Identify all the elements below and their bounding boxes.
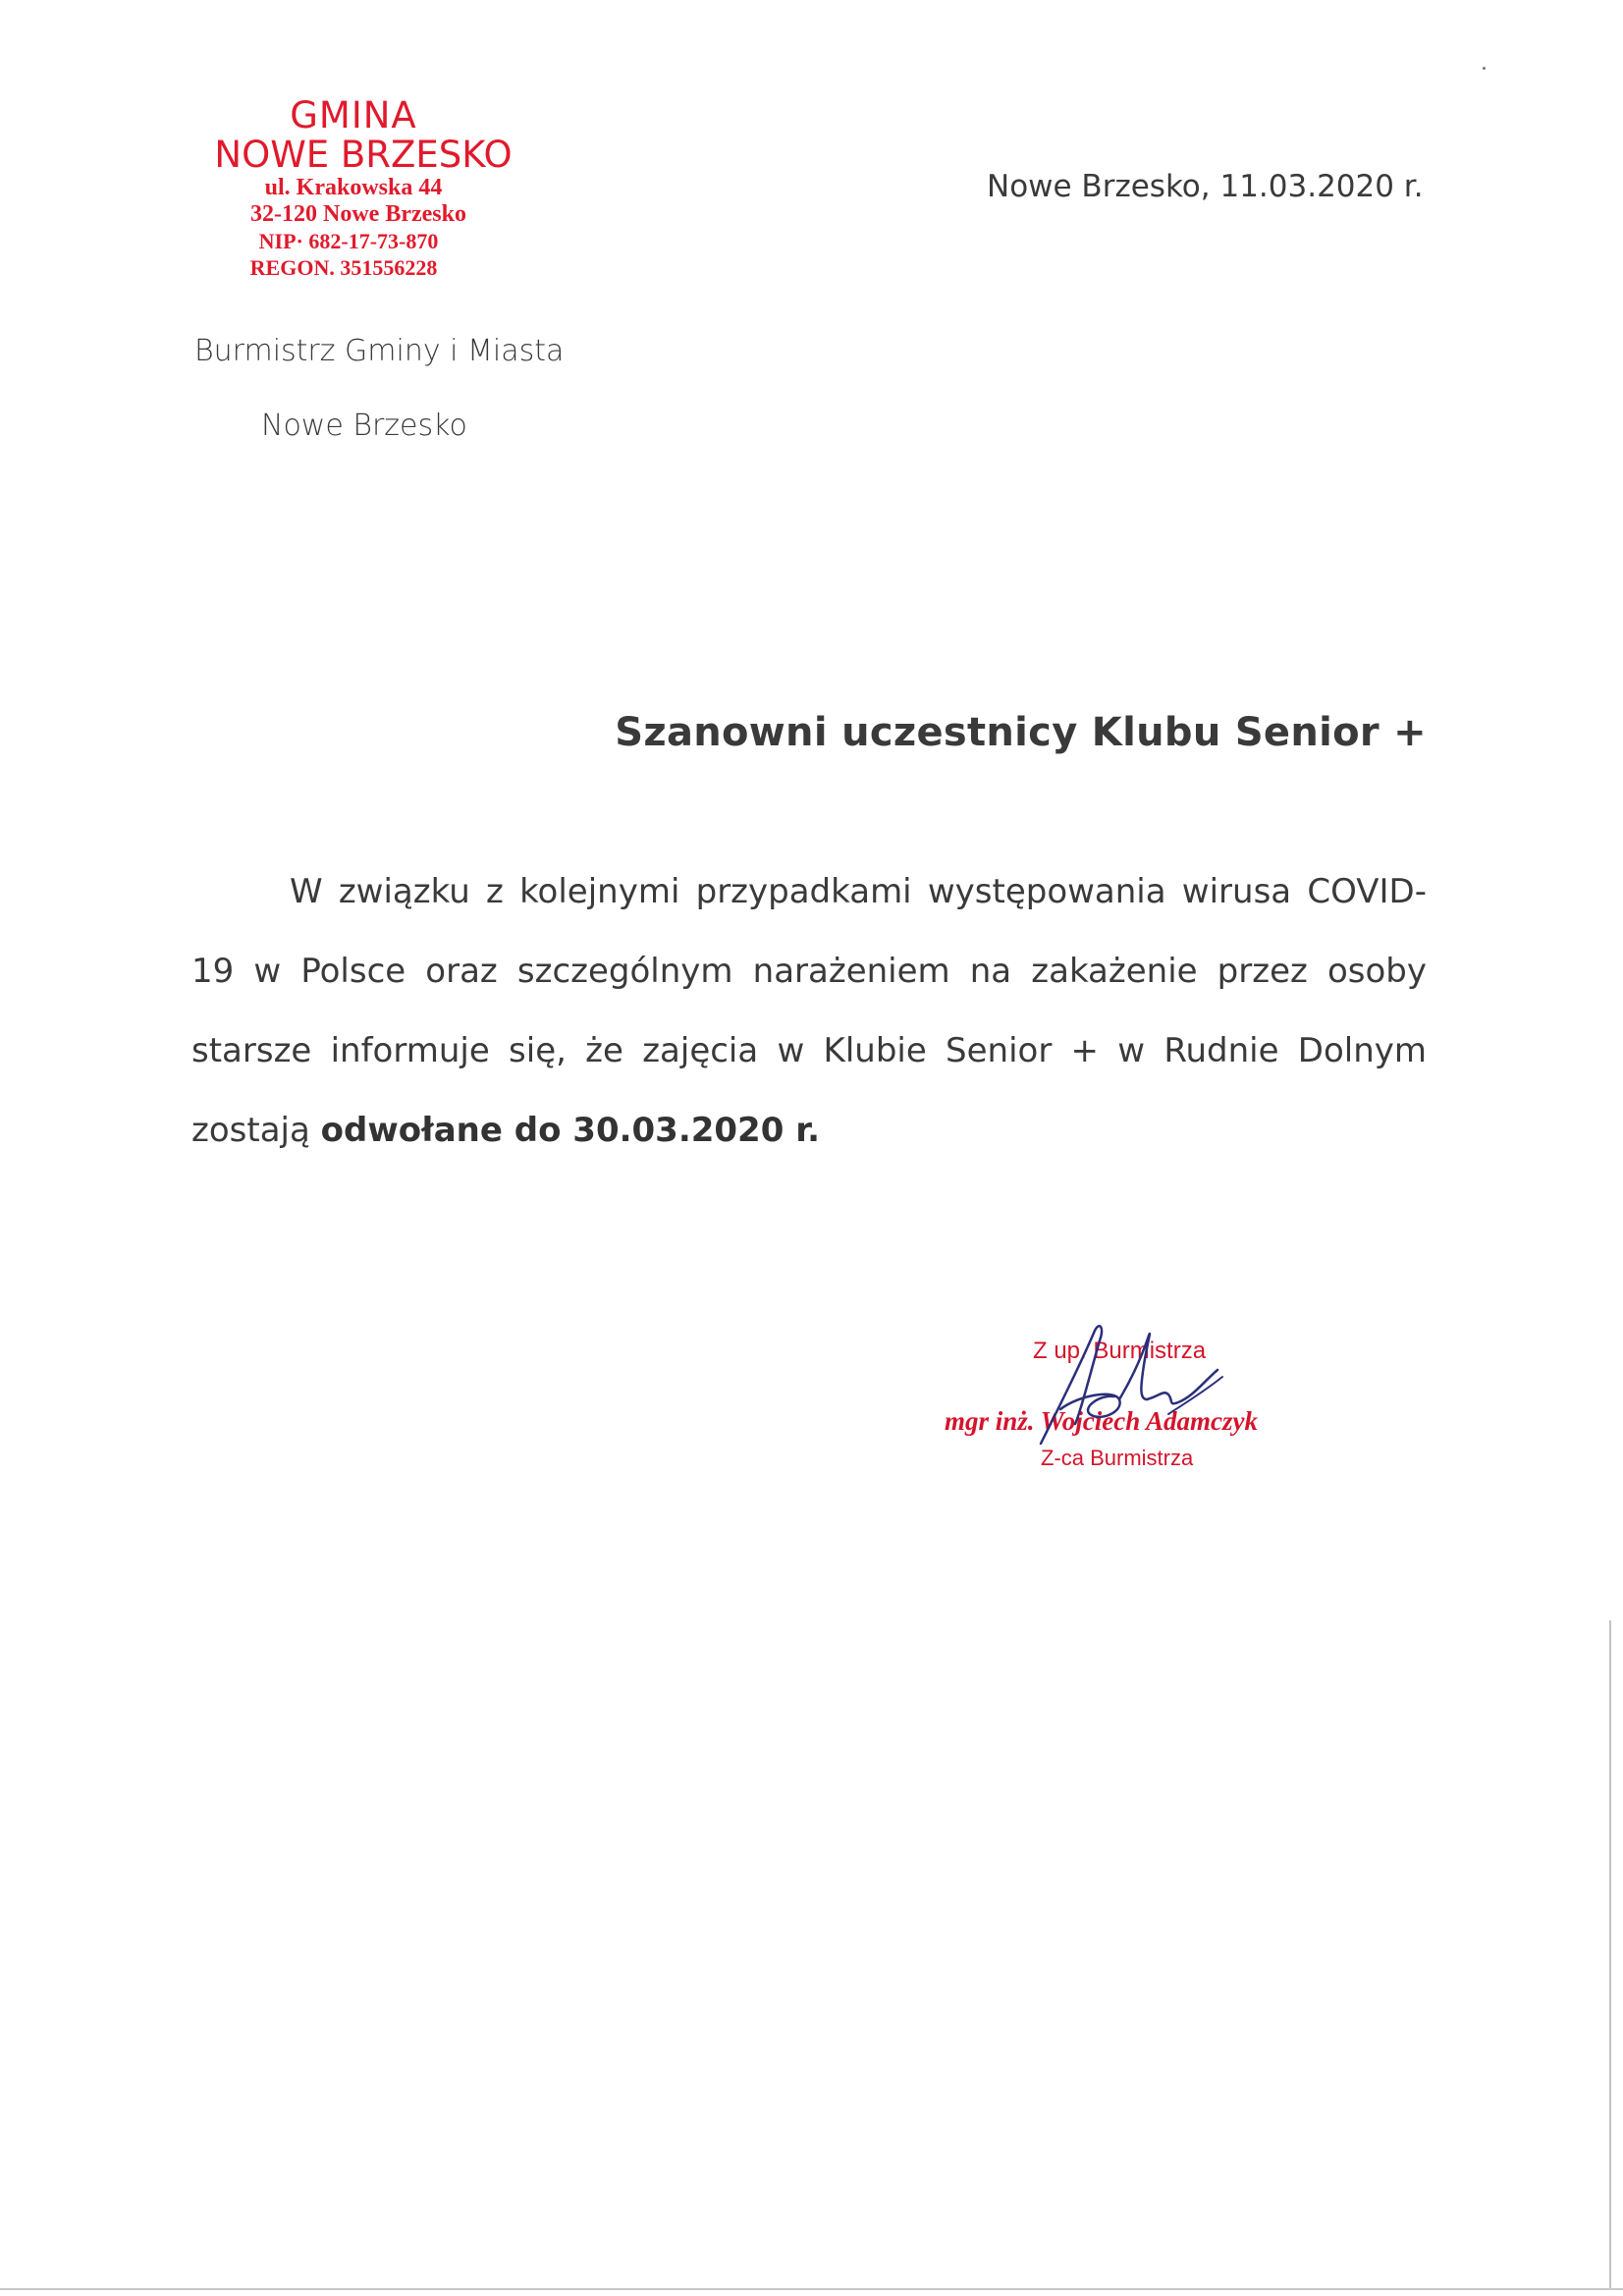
stamp-address-city: 32-120 Nowe Brzesko [250, 201, 466, 227]
signature-on-behalf: Z up. Burmistrza [1033, 1338, 1207, 1364]
handwritten-signature [1021, 1306, 1237, 1453]
scan-edge [1609, 1620, 1611, 2288]
signature-stamp [943, 1326, 1355, 1483]
stamp-regon: REGON. 351556228 [249, 255, 438, 280]
letter-body-emphasis: odwołane do 30.03.2020 r. [320, 1111, 821, 1150]
sender-block [194, 314, 564, 464]
place-and-date: Nowe Brzesko, 11.03.2020 r. [987, 169, 1424, 204]
sender-city: Nowe Brzesko [261, 409, 467, 443]
stamp-line-gmina: GMINA [290, 94, 417, 137]
stamp-address-street: ul. Krakowska 44 [264, 175, 443, 200]
office-stamp [191, 96, 525, 281]
salutation-heading: Szanowni uczestnicy Klubu Senior + [615, 710, 1427, 755]
signature-name: mgr inż. Wojciech Adamczyk [945, 1406, 1259, 1436]
letter-body-text: W związku z kolejnymi przypadkami występowania wirusa COVID-19 w Polsce oraz szczególnym narażeniem na zakażenie przez osoby starsze informuje się, że zajęcia w Klubie Senior + w Rudnie Dolnym zostają [191, 872, 1427, 1150]
sender-title: Burmistrz Gminy i Miasta [194, 334, 565, 368]
scan-edge [0, 2288, 1623, 2290]
letter-body [191, 852, 1427, 1171]
stamp-nip: NIP· 682-17-73-870 [258, 229, 439, 253]
signature-title: Z-ca Burmistrza [1041, 1446, 1194, 1470]
stamp-line-name: NOWE BRZESKO [214, 134, 513, 176]
scan-artifact [1483, 67, 1486, 70]
